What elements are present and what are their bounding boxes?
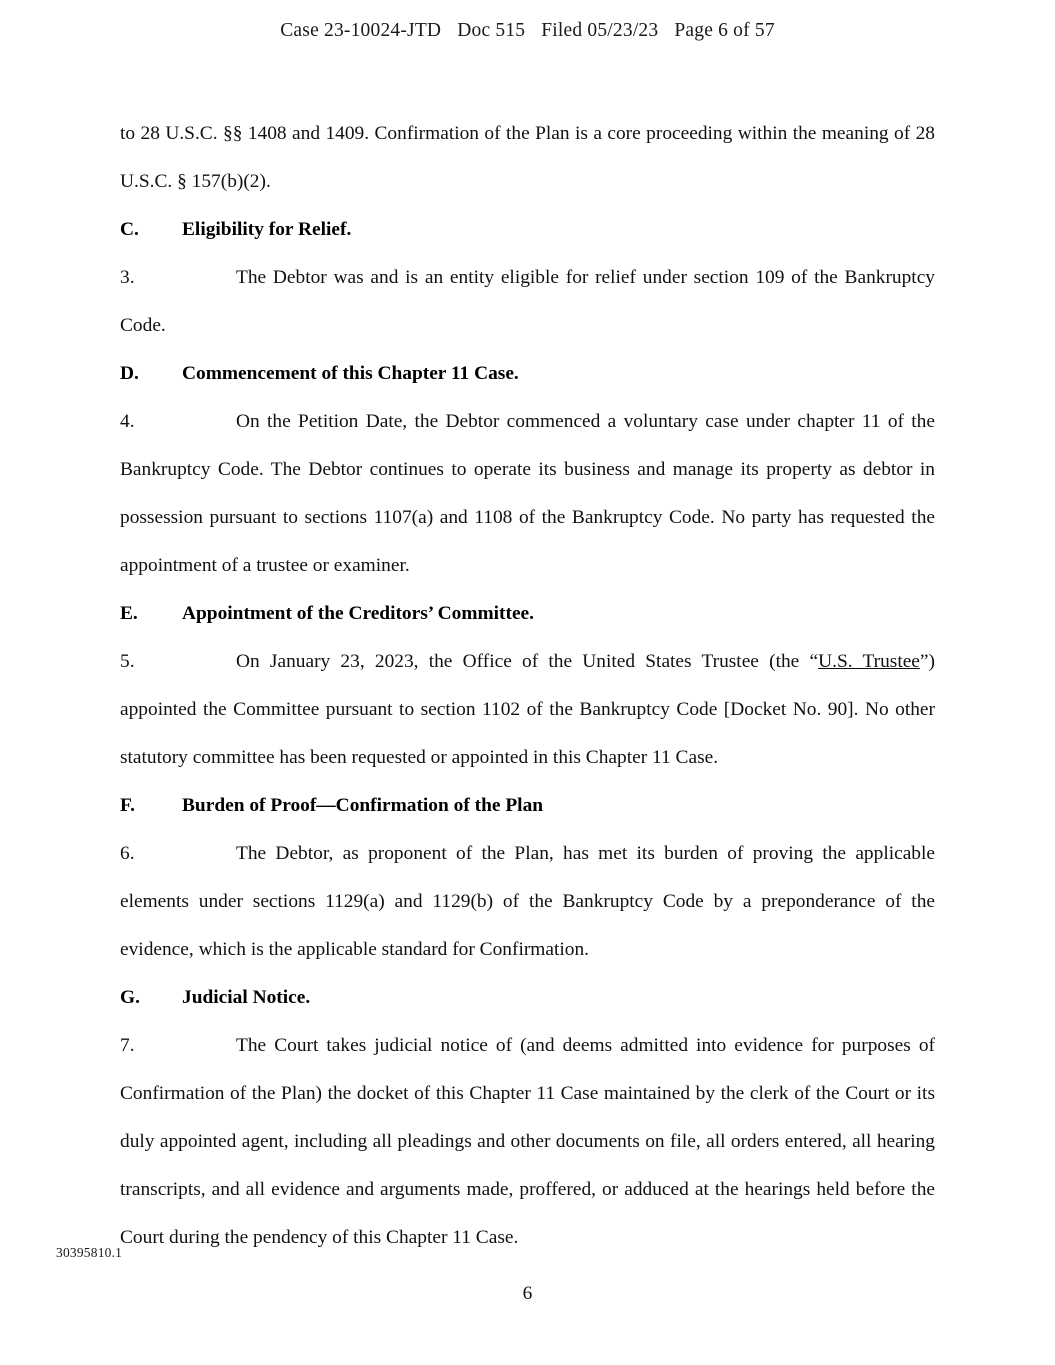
paragraph-number-6: 6.	[120, 843, 135, 864]
section-heading-g	[120, 974, 935, 1022]
section-title-g: Judicial Notice.	[182, 987, 311, 1008]
paragraph-6	[120, 830, 935, 974]
paragraph-7-text: The Court takes judicial notice of (and deems admitted into evidence for purposes of Confirmation of the Plan) the docket of this Chapter 11 Case maintained by the clerk of the Court or its duly appointed agent, including all pleadings and other documents on file, all orders entered, all hearing transcripts, and all evidence and arguments made, proffered, or adduced at the hearings held before the Court during the pendency of this Chapter 11 Case.	[120, 1035, 935, 1248]
paragraph-4	[120, 398, 935, 590]
document-code-footer: 30395810.1	[56, 1245, 123, 1260]
section-heading-f	[120, 782, 935, 830]
section-title-d: Commencement of this Chapter 11 Case.	[182, 363, 519, 384]
paragraph-6-text: The Debtor, as proponent of the Plan, has met its burden of proving the applicable elements under sections 1129(a) and 1129(b) of the Bankruptcy Code by a preponderance of the evidence, which is the applicable standard for Confirmation.	[120, 843, 935, 960]
section-letter-g: G.	[120, 987, 140, 1008]
section-letter-e: E.	[120, 603, 138, 624]
document-body	[120, 110, 935, 1262]
court-header-stamp	[0, 20, 1055, 42]
paragraph-3-text: The Debtor was and is an entity eligible for relief under section 109 of the Bankruptcy Code.	[120, 267, 935, 336]
section-title-f: Burden of Proof—Confirmation of the Plan	[182, 795, 544, 816]
continued-paragraph: to 28 U.S.C. §§ 1408 and 1409. Confirmation of the Plan is a core proceeding within the meaning of 28 U.S.C. § 157(b)(2).	[120, 123, 935, 192]
paragraph-5-text-part1: On January 23, 2023, the Office of the United States Trustee (the “	[236, 651, 819, 672]
header-page-of: Page 6 of 57	[674, 20, 775, 41]
paragraph-4-text: On the Petition Date, the Debtor commenced a voluntary case under chapter 11 of the Bankruptcy Code. The Debtor continues to operate its business and manage its property as debtor in possession pursuant to sections 1107(a) and 1108 of the Bankruptcy Code. No party has requested the appointment of a trustee or examiner.	[120, 411, 935, 576]
section-title-c: Eligibility for Relief.	[182, 219, 352, 240]
page-number: 6	[522, 1283, 533, 1304]
paragraph-number-5: 5.	[120, 651, 135, 672]
paragraph-7	[120, 1022, 935, 1262]
section-letter-d: D.	[120, 363, 139, 384]
paragraph-5-text-part2: ”) appointed the Committee pursuant to section 1102 of the Bankruptcy Code [Docket No. 90]. No other statutory committee has been requested or appointed in this Chapter 11 Case.	[120, 651, 935, 768]
paragraph-5	[120, 638, 935, 782]
header-filed-date: Filed 05/23/23	[541, 20, 659, 41]
section-heading-d	[120, 350, 935, 398]
section-letter-f: F.	[120, 795, 135, 816]
section-heading-e	[120, 590, 935, 638]
paragraph-3	[120, 254, 935, 350]
defined-term-us-trustee: U.S. Trustee	[818, 651, 920, 672]
paragraph-number-7: 7.	[120, 1035, 135, 1056]
header-case-number: Case 23-10024-JTD	[280, 20, 442, 41]
section-title-e: Appointment of the Creditors’ Committee.	[182, 603, 535, 624]
section-letter-c: C.	[120, 219, 139, 240]
section-heading-c	[120, 206, 935, 254]
paragraph-number-3: 3.	[120, 267, 135, 288]
header-doc-number: Doc 515	[457, 20, 526, 41]
paragraph-number-4: 4.	[120, 411, 135, 432]
